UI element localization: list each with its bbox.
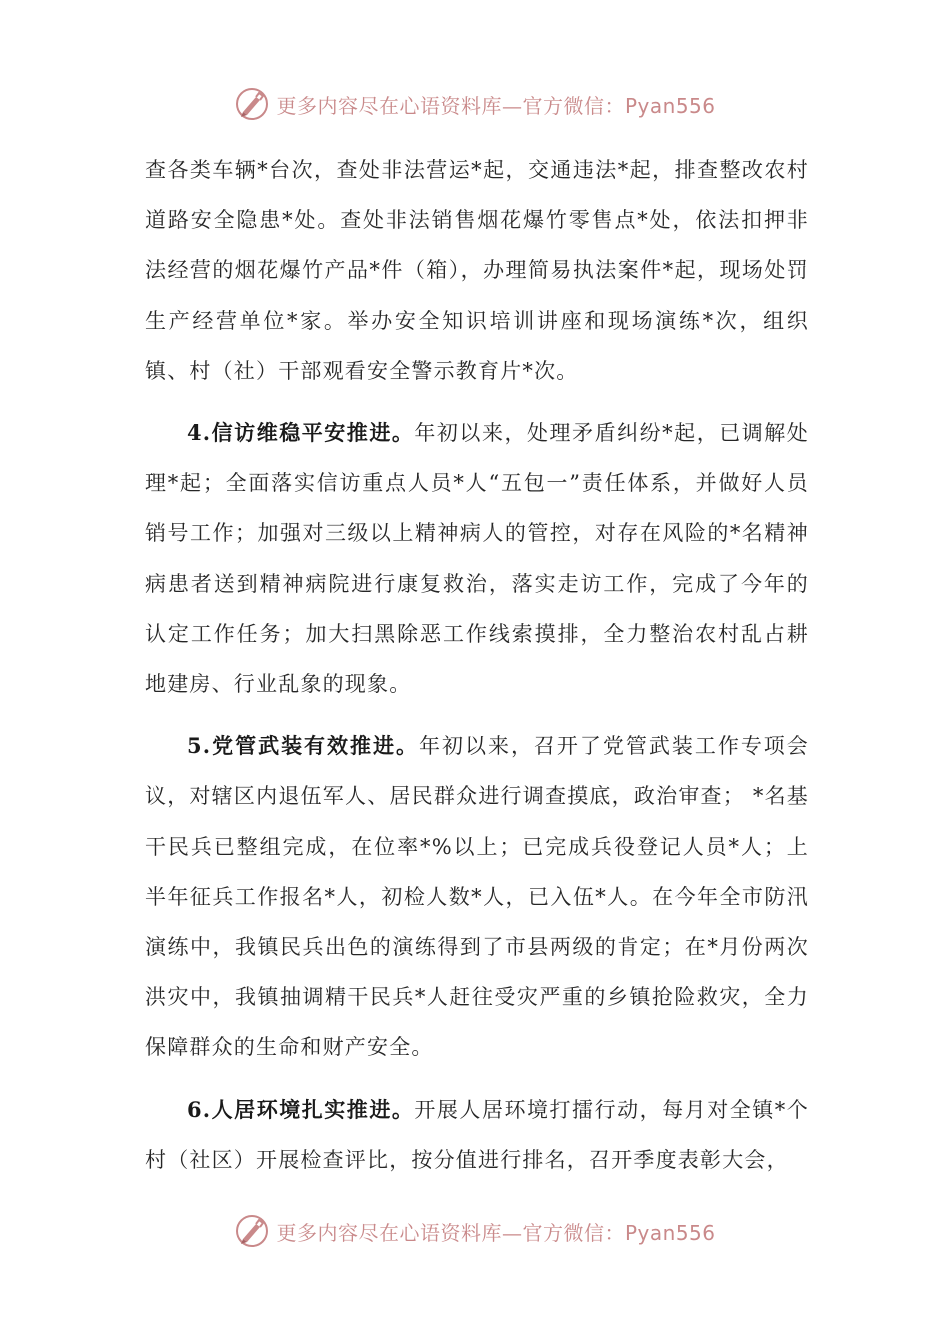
watermark-text: 更多内容尽在心语资料库—官方微信：Pyan556: [276, 93, 716, 118]
watermark-header: [0, 84, 950, 124]
paragraph-heading: 5.党管武装有效推进。: [187, 733, 419, 759]
watermark-footer: [0, 1211, 950, 1251]
document-body: [145, 145, 809, 1185]
paragraph-item-5: 5.党管武装有效推进。年初以来，召开了党管武装工作专项会议，对辖区内退伍军人、居民群众进行调查摸底，政治审查； *名基干民兵已整组完成，在位率*%以上；已完成兵役登记人员*人；上半年征兵工作报名*人，初检人数*人，已入伍*人。在今年全市防汛演练中，我镇民兵出色的演练得到了市县两级的肯定；在*月份两次洪灾中，我镇抽调精干民兵*人赶往受灾严重的乡镇抢险救灾，全力保障群众的生命和财产安全。: [145, 733, 809, 1060]
wechat-id: Pyan556: [624, 93, 716, 118]
watermark-text: 更多内容尽在心语资料库—官方微信：Pyan556: [276, 1220, 716, 1245]
pen-logo-icon: [234, 86, 270, 122]
paragraph-item-6: 6.人居环境扎实推进。开展人居环境打擂行动，每月对全镇*个村（社区）开展检查评比，按分值进行排名，召开季度表彰大会，: [145, 1096, 809, 1172]
paragraph-continued: 查各类车辆*台次，查处非法营运*起，交通违法*起，排查整改农村道路安全隐患*处。查处非法销售烟花爆竹零售点*处，依法扣押非法经营的烟花爆竹产品*件（箱），办理简易执法案件*起，现场处罚生产经营单位*家。举办安全知识培训讲座和现场演练*次，组织镇、村（社）干部观看安全警示教育片*次。: [145, 158, 809, 383]
paragraph-heading: 6.人居环境扎实推进。: [187, 1096, 415, 1122]
paragraph-item-4: 4.信访维稳平安推进。年初以来，处理矛盾纠纷*起，已调解处理*起；全面落实信访重点人员*人“五包一”责任体系，并做好人员销号工作；加强对三级以上精神病人的管控，对存在风险的*名精神病患者送到精神病院进行康复救治，落实走访工作，完成了今年的认定工作任务；加大扫黑除恶工作线索摸排，全力整治农村乱占耕地建房、行业乱象的现象。: [145, 420, 809, 697]
pen-logo-icon: [234, 1213, 270, 1249]
paragraph-heading: 4.信访维稳平安推进。: [187, 420, 415, 446]
wechat-id: Pyan556: [624, 1220, 716, 1245]
